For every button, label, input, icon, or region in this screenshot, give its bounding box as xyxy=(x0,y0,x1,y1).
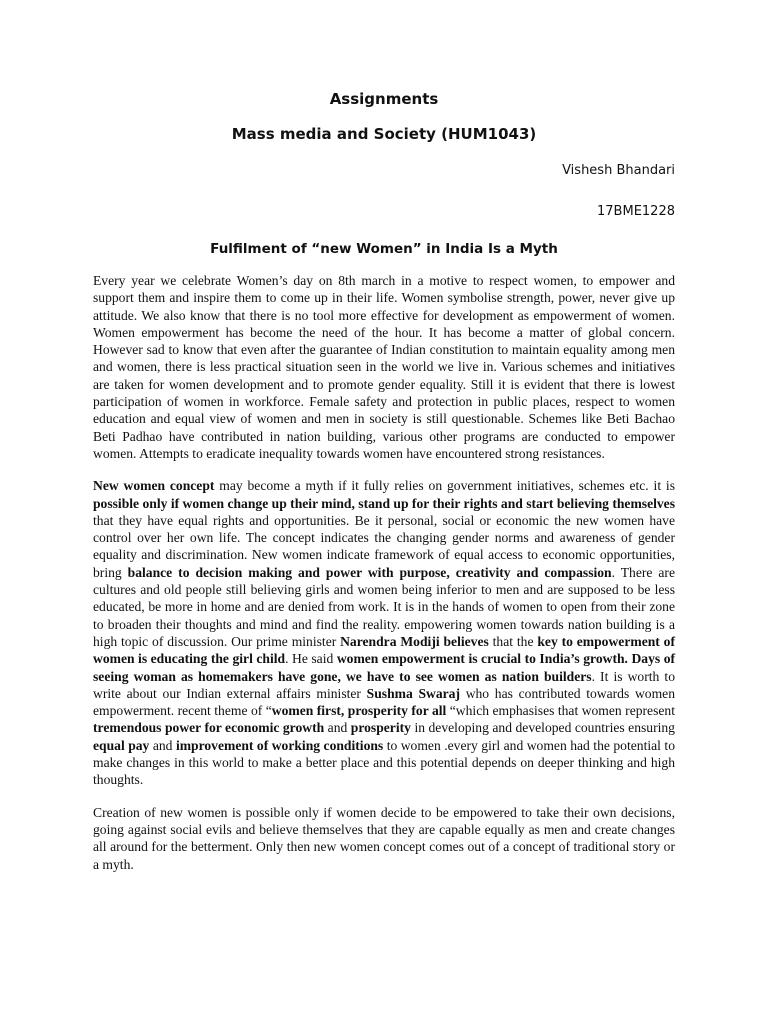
text-bold: New women concept xyxy=(93,478,215,494)
text-bold: equal pay xyxy=(93,737,150,753)
text-bold: balance to decision making and power with purpose, creativity and compassion xyxy=(127,564,612,580)
text-bold: women first, prosperity for all xyxy=(271,703,447,719)
text-bold: Sushma Swaraj xyxy=(366,685,460,701)
text-run: . It is worth to write about our Indian external affairs minister xyxy=(93,668,675,701)
text-bold: Narendra Modiji believes xyxy=(340,633,489,649)
text-run: who has contributed towards women empowerment. recent theme of “ xyxy=(93,685,675,719)
text-run: that the xyxy=(488,633,538,649)
text-run: in developing and developed countries ensuring xyxy=(410,720,675,736)
text-run: may become a myth if it fully relies on government initiatives, schemes etc. it is xyxy=(214,478,675,494)
text-run: and xyxy=(149,737,176,753)
paragraph-3: Creation of new women is possible only if women decide to be empowered to take their own decisions, going against social evils and believe themselves that they are capable equally as men and create changes all around for the betterment. Only then new women concept comes out of a concept of traditional story or a myth. xyxy=(93,804,675,872)
text-bold: key to empowerment of women is educating the girl child xyxy=(93,633,675,667)
text-run: . There are cultures and old people still believing girls and women being inferior to men and are supposed to be less educated, be more in home and are denied from work. It is in the hands of women to open from their zone to broaden their thoughts and mind and find the reality. empowering women towards nation building is a high topic of discussion. Our prime minister xyxy=(93,564,675,649)
text-run: that they have equal rights and opportunities. Be it personal, social or economic the new women have control over her own life. The concept indicates the changing gender norms and awareness of gender equality and discrimination. New women indicate framework of equal access to economic opportunities, bring xyxy=(93,512,675,580)
text-run: . He said xyxy=(285,651,337,667)
paragraph-1: Every year we celebrate Women’s day on 8th march in a motive to respect women, to empower and support them and inspire them to come up in their life. Women symbolise strength, power, never give up attitude. We also know that there is no tool more effective for development as empowerment of women. Women empowerment has become the need of the hour. It has become a matter of global concern. However sad to know that even after the guarantee of Indian constitution to maintain equality among men and women, there is less practical situation seen in the world we live in. Various schemes and initiatives are taken for women development and to promote gender equality. Still it is evident that there is lowest participation of women in workforce. Female safety and protection in public places, respect to women education and equal view of women and men in society is still questionable. Schemes like Beti Bachao Beti Padhao have contributed in nation building, various other programs are conducted to empower women. Attempts to eradicate inequality towards women have encountered strong resistances. xyxy=(93,273,675,461)
paragraph-2 xyxy=(93,477,675,788)
roll-number: 17BME1228 xyxy=(597,204,675,219)
text-bold: improvement of working conditions xyxy=(175,737,384,753)
author-name: Vishesh Bhandari xyxy=(562,163,675,178)
text-run: “which emphasises that women represent xyxy=(446,703,675,719)
document-page xyxy=(93,0,675,873)
text-run: and xyxy=(324,720,351,736)
text-run: to women .every girl and women had the potential to make changes in this world to make a better place and this potential depends on deeper thinking and high thoughts. xyxy=(93,737,675,788)
text-bold: possible only if women change up their mind, stand up for their rights and start believing themselves xyxy=(93,495,675,511)
essay-title: Fulfilment of “new Women” in India Is a Myth xyxy=(210,241,558,257)
text-bold: prosperity xyxy=(350,720,411,736)
document-title: Assignments xyxy=(329,90,439,108)
course-title: Mass media and Society (HUM1043) xyxy=(231,125,537,143)
text-bold: women empowerment is crucial to India’s growth. Days of seeing woman as homemakers have gone, we have to see women as nation builders xyxy=(93,651,676,684)
text-bold: tremendous power for economic growth xyxy=(93,720,325,736)
